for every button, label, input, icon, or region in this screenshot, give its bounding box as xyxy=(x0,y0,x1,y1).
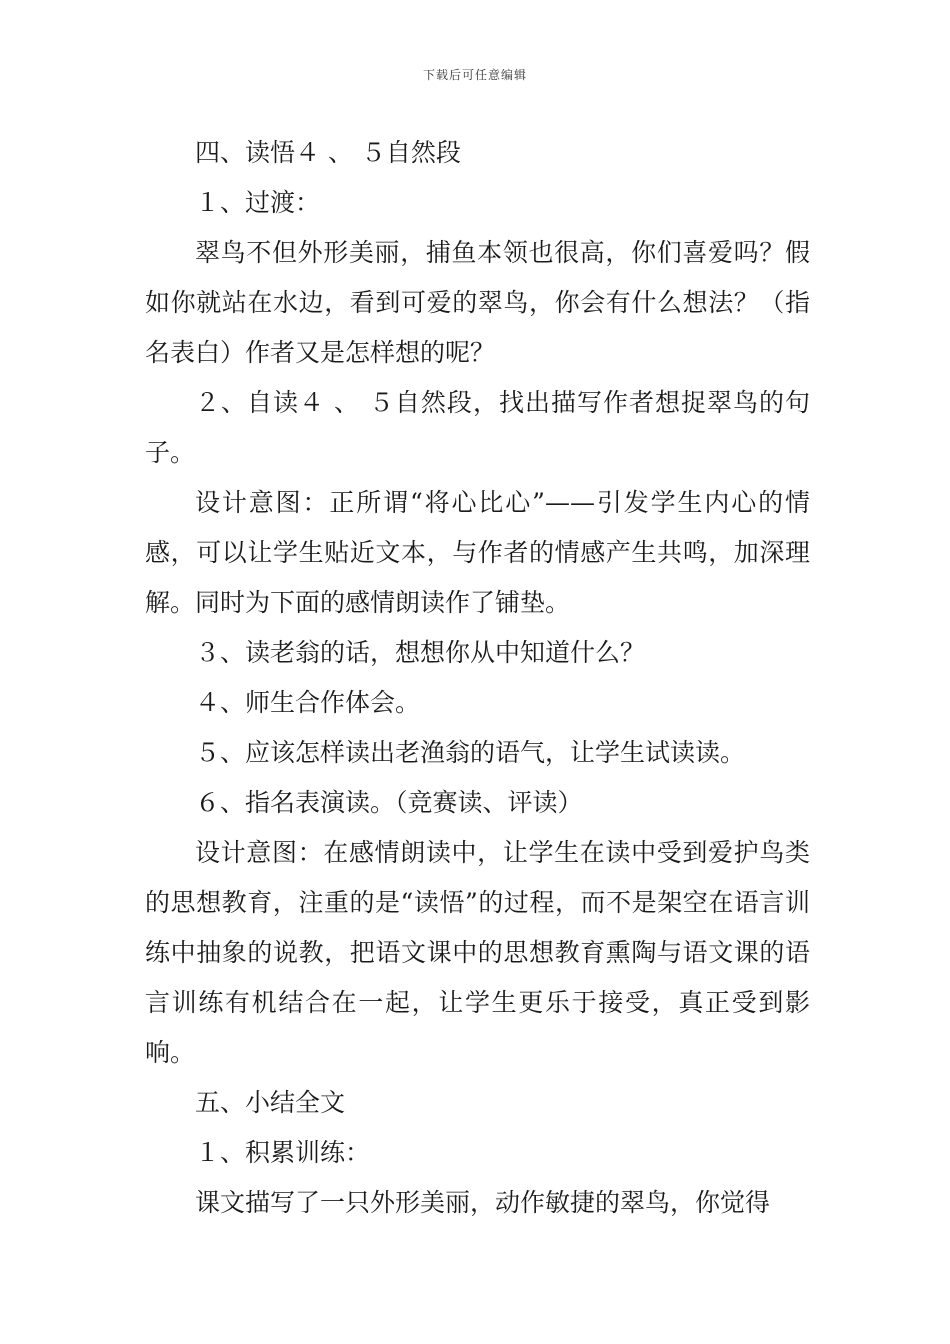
document-body xyxy=(145,128,810,1228)
list-item: １、积累训练： xyxy=(195,1138,371,1167)
body-paragraph: 课文描写了一只外形美丽，动作敏捷的翠鸟，你觉得 xyxy=(195,1188,771,1217)
list-item: ５、应该怎样读出老渔翁的语气，让学生试读读。 xyxy=(195,738,746,767)
section-heading: 四、读悟４ 、 ５自然段 xyxy=(195,138,461,167)
list-item: ３、读老翁的话，想想你从中知道什么？ xyxy=(195,638,646,667)
design-intent-paragraph: 设计意图：在感情朗读中，让学生在读中受到爱护鸟类的思想教育，注重的是“读悟”的过程，而不是架空在语言训练中抽象的说教，把语文课中的思想教育熏陶与语文课的语言训练有机结合在一起，让学生更乐于接受，真正受到影响。 xyxy=(145,838,810,1067)
list-item: １、过渡： xyxy=(195,188,321,217)
section-heading: 五、小结全文 xyxy=(195,1088,346,1117)
body-paragraph: 翠鸟不但外形美丽，捕鱼本领也很高，你们喜爱吗？假如你就站在水边，看到可爱的翠鸟，你会有什么想法？（指名表白）作者又是怎样想的呢？ xyxy=(145,238,810,367)
list-item: ４、师生合作体会。 xyxy=(195,688,421,717)
page-header: 下载后可任意编辑 xyxy=(422,68,527,82)
design-intent-paragraph: 设计意图：正所谓“将心比心”——引发学生内心的情感，可以让学生贴近文本，与作者的情感产生共鸣，加深理解。同时为下面的感情朗读作了铺垫。 xyxy=(145,488,810,617)
list-item: ６、指名表演读。（竞赛读、评读） xyxy=(195,788,583,817)
list-item: ２、自读４ 、 ５自然段，找出描写作者想捉翠鸟的句子。 xyxy=(145,388,810,467)
